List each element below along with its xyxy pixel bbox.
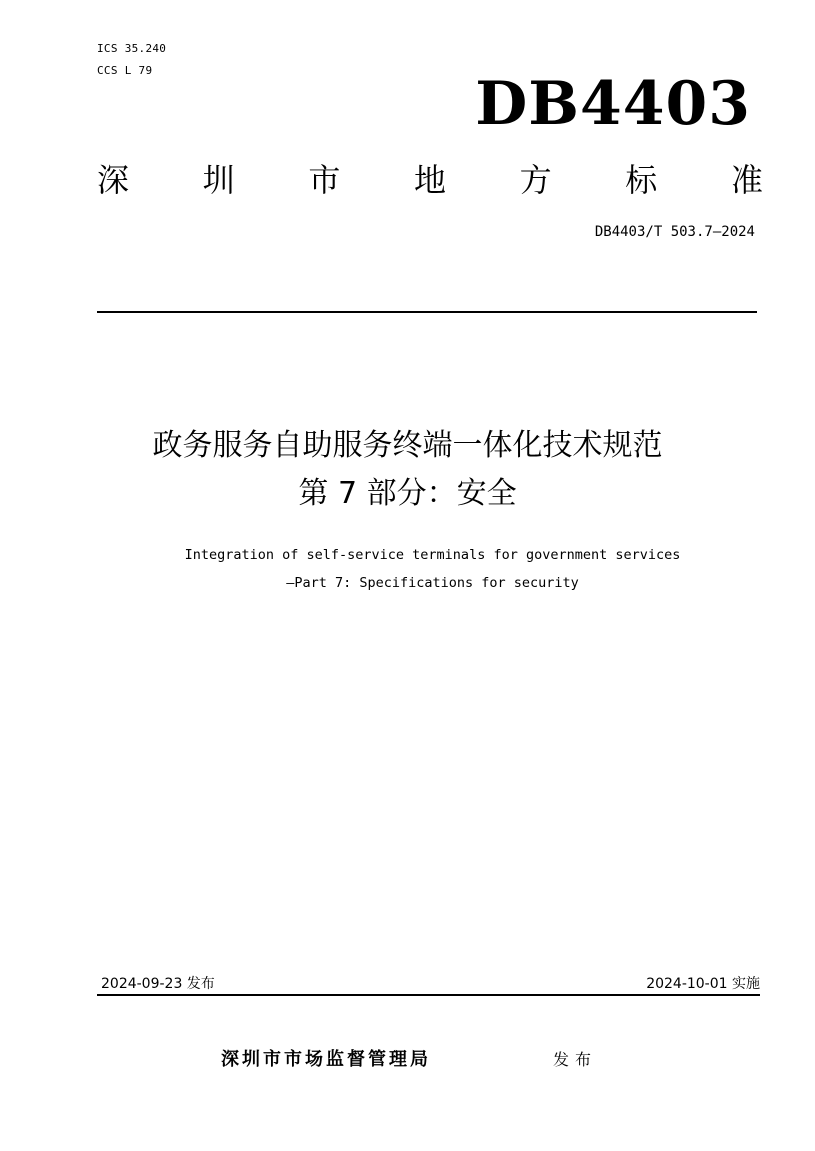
- issuing-authority: 深圳市市场监督管理局: [221, 1049, 431, 1070]
- standard-type-char: 方: [519, 161, 552, 199]
- top-divider: [97, 311, 757, 313]
- implementation-date: 2024-10-01 实施: [646, 976, 760, 992]
- issue-label: 发布: [553, 1050, 598, 1069]
- standard-type-char: 地: [413, 161, 446, 199]
- standard-type-char: 深: [97, 161, 130, 199]
- standard-type-char: 圳: [202, 161, 235, 199]
- title-en-line2: —Part 7: Specifications for security: [286, 575, 579, 591]
- standard-type-char: 准: [730, 161, 763, 199]
- issue-date: 2024-09-23 发布: [101, 976, 215, 992]
- title-cn-line1: 政务服务自助服务终端一体化技术规范: [152, 428, 663, 463]
- ccs-code: CCS L 79: [97, 64, 153, 77]
- title-en-line1: Integration of self-service terminals for government services: [184, 547, 681, 563]
- ics-code: ICS 35.240: [97, 42, 167, 55]
- standard-code-logo: DB4403: [475, 69, 751, 139]
- standard-type-char: 标: [625, 161, 658, 199]
- standard-type: [97, 158, 763, 202]
- standard-number: DB4403/T 503.7—2024: [594, 224, 755, 240]
- title-cn-line2: 第 7 部分：安全: [298, 476, 517, 511]
- bottom-divider: [97, 994, 760, 996]
- standard-type-char: 市: [308, 161, 341, 199]
